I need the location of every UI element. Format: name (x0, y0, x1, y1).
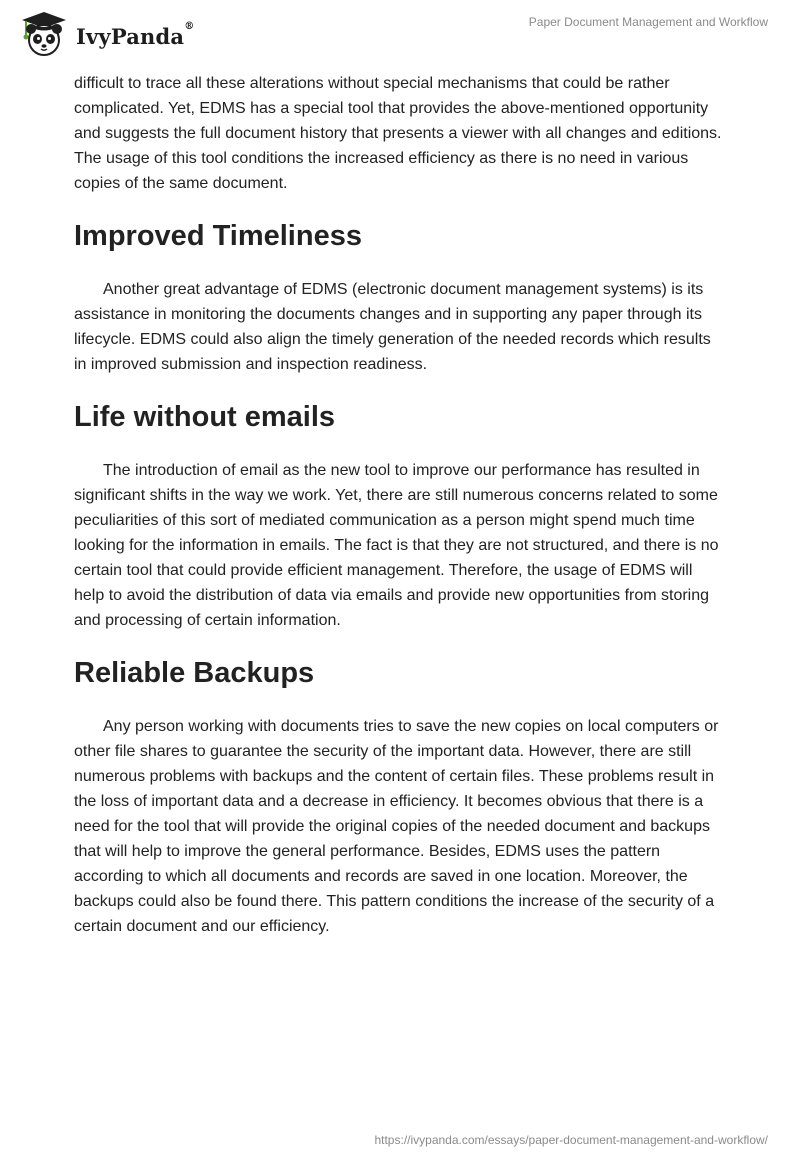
section-paragraph-life-without-emails: The introduction of email as the new tool to improve our performance has resulted in significant shifts in the way we work. Yet, there are still numerous concerns related to some peculiarities of this sort of mediated communication as a person might spend much time looking for the information in emails. The fact is that they are not structured, and there is no certain tool that could provide efficient management. Therefore, the usage of EDMS will help to avoid the distribution of data via emails and provide new opportunities from storing and processing of certain information. (74, 462, 719, 629)
page-header (0, 0, 800, 70)
section-heading-improved-timeliness: Improved Timeliness (74, 220, 362, 252)
brand-label: IvyPanda (76, 23, 185, 49)
intro-paragraph: difficult to trace all these alterations without special mechanisms that could be rather complicated. Yet, EDMS has a special tool that provides the above-mentioned opportunity and suggests the full document history that presents a viewer with all changes and editions. The usage of this tool conditions the increased efficiency as there is no need in various copies of the same document. (74, 75, 722, 192)
section-paragraph-reliable-backups: Any person working with documents tries to save the new copies on local computers or other file shares to guarantee the security of the important data. However, there are still numerous problems with backups and the content of certain files. These problems result in the loss of important data and a decrease in efficiency. It becomes obvious that there is a need for the tool that will provide the original copies of the needed document and backups that will help to improve the general performance. Besides, EDMS uses the pattern according to which all documents and records are saved in one location. Moreover, the backups could also be found there. This pattern conditions the increase of the security of a certain document and our efficiency. (74, 718, 719, 935)
ivypanda-logo[interactable] (16, 10, 194, 58)
panda-graduate-icon (16, 10, 72, 58)
brand-name (76, 20, 195, 49)
section-heading-life-without-emails: Life without emails (74, 401, 336, 433)
document-title: Paper Document Management and Workflow (528, 15, 768, 29)
section-paragraph-improved-timeliness: Another great advantage of EDMS (electronic document management systems) is its assistance in monitoring the documents changes and in supporting any paper through its lifecycle. EDMS could also align the timely generation of the needed records which results in improved submission and inspection readiness. (74, 281, 711, 373)
essay-body (74, 71, 726, 939)
source-url[interactable]: https://ivypanda.com/essays/paper-document-management-and-workflow/ (374, 1133, 768, 1147)
section-heading-reliable-backups: Reliable Backups (74, 657, 315, 689)
registered-mark: ® (184, 20, 195, 32)
